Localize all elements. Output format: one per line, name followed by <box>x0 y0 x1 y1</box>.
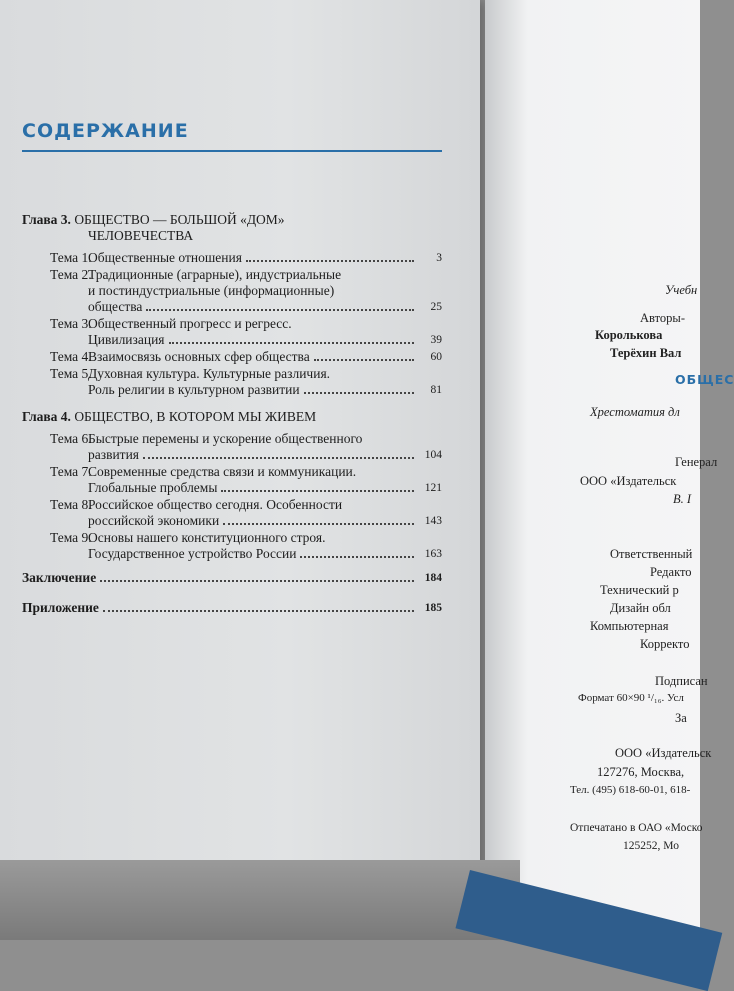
topic-title: российской экономики <box>88 513 220 528</box>
chapter-label: Глава 3. <box>22 212 71 227</box>
heading-rule <box>22 150 442 152</box>
conclusion-entry[interactable] <box>22 570 442 586</box>
imprint-line: Редакто <box>650 565 692 579</box>
topic-label: Тема 1. <box>50 250 92 265</box>
leader-dots <box>169 342 414 344</box>
conclusion-label: Заключение <box>22 570 97 585</box>
leader-dots <box>143 457 414 459</box>
topic-label: Тема 2. <box>50 267 92 282</box>
imprint-line: Хрестоматия дл <box>590 405 680 419</box>
page-number: 104 <box>424 449 442 461</box>
page-number: 163 <box>424 548 442 560</box>
imprint-line: Формат 60×90 ¹/₁₆. Усл <box>578 692 684 704</box>
imprint-line: За <box>675 711 687 725</box>
topic-title: Взаимосвязь основных сфер общества <box>88 349 310 364</box>
imprint-line: Терёхин Вал <box>610 346 682 360</box>
page-number: 121 <box>424 482 442 494</box>
topic-label: Тема 3. <box>50 316 92 331</box>
toc-entry[interactable] <box>22 316 442 348</box>
toc-entry[interactable] <box>22 250 442 266</box>
table-of-contents <box>22 212 442 630</box>
leader-dots <box>246 260 414 262</box>
topic-label: Тема 9. <box>50 530 92 545</box>
imprint-line: 127276, Москва, <box>597 765 685 779</box>
imprint-line: Учебн <box>665 283 698 297</box>
imprint-line: Компьютерная <box>590 619 669 633</box>
appendix-label: Приложение <box>22 600 99 615</box>
topic-title: Быстрые перемены и ускорение общественного <box>88 431 363 446</box>
toc-entry[interactable] <box>22 349 442 365</box>
chapter-label: Глава 4. <box>22 409 71 424</box>
topic-title: Роль религии в культурном развитии <box>88 382 300 397</box>
topic-title: Государственное устройство России <box>88 546 297 561</box>
imprint-line: В. I <box>673 492 692 506</box>
page-number: 185 <box>424 602 442 614</box>
imprint-line: Дизайн обл <box>610 601 671 615</box>
imprint-line: Подписан <box>655 674 708 688</box>
imprint-line: Тел. (495) 618-60-01, 618- <box>570 784 691 796</box>
leader-dots <box>103 610 414 612</box>
right-page <box>485 0 734 930</box>
imprint-line: Авторы- <box>640 311 685 325</box>
topic-label: Тема 4. <box>50 349 92 364</box>
page-number: 81 <box>430 384 442 396</box>
page-number: 143 <box>424 515 442 527</box>
toc-entry[interactable] <box>22 497 442 529</box>
toc-entry[interactable] <box>22 366 442 398</box>
topic-label: Тема 5. <box>50 366 92 381</box>
topic-title: Духовная культура. Культурные различия. <box>88 366 331 381</box>
topic-title: Основы нашего конституционного строя. <box>88 530 326 545</box>
toc-entry[interactable] <box>22 431 442 463</box>
topic-title: и постиндустриальные (информационные) <box>88 283 335 298</box>
toc-entry[interactable] <box>22 464 442 496</box>
appendix-entry[interactable] <box>22 600 442 616</box>
topic-title: Цивилизация <box>88 332 165 347</box>
leader-dots <box>223 523 414 525</box>
topic-label: Тема 6. <box>50 431 92 446</box>
topic-label: Тема 8. <box>50 497 92 512</box>
imprint-line: Корректо <box>640 637 690 651</box>
leader-dots <box>300 556 414 558</box>
imprint-line: ОБЩЕС <box>675 372 734 387</box>
imprint-line: Технический р <box>600 583 679 597</box>
imprint-line: ООО «Издательск <box>615 746 712 760</box>
topic-title: Общественные отношения <box>88 250 242 265</box>
show-through-text <box>40 160 440 211</box>
chapter-title: ОБЩЕСТВО — БОЛЬШОЙ «ДОМ» <box>74 212 285 227</box>
page-number: 60 <box>430 351 442 363</box>
topic-title: Глобальные проблемы <box>88 480 218 495</box>
toc-entry[interactable] <box>22 530 442 562</box>
leader-dots <box>304 392 414 394</box>
imprint-line: ООО «Издательск <box>580 474 677 488</box>
topic-title: общества <box>88 299 143 314</box>
chapter-title-continued: ЧЕЛОВЕЧЕСТВА <box>88 228 194 243</box>
imprint-line: Ответственный <box>610 547 693 561</box>
page-number: 184 <box>424 572 442 584</box>
page-number: 39 <box>430 334 442 346</box>
toc-entry[interactable] <box>22 267 442 315</box>
imprint-line: Генерал <box>675 455 718 469</box>
leader-dots <box>314 359 414 361</box>
topic-title: Российское общество сегодня. Особенности <box>88 497 343 512</box>
leader-dots <box>146 309 414 311</box>
background-surface <box>0 860 520 940</box>
imprint-line: 125252, Мо <box>623 840 679 852</box>
leader-dots <box>100 580 414 582</box>
page-number: 3 <box>436 252 442 264</box>
leader-dots <box>221 490 414 492</box>
imprint-line: Королькова <box>595 328 663 342</box>
chapter-heading <box>22 212 442 244</box>
chapter-heading <box>22 409 442 425</box>
chapter-title: ОБЩЕСТВО, В КОТОРОМ МЫ ЖИВЕМ <box>74 409 317 424</box>
topic-title: Традиционные (аграрные), индустриальные <box>88 267 342 282</box>
imprint-line: Отпечатано в ОАО «Моско <box>570 822 703 834</box>
topic-title: Общественный прогресс и регресс. <box>88 316 292 331</box>
page-number: 25 <box>430 301 442 313</box>
topic-title: Современные средства связи и коммуникации. <box>88 464 357 479</box>
topic-label: Тема 7. <box>50 464 92 479</box>
contents-heading: СОДЕРЖАНИЕ <box>22 120 189 142</box>
topic-title: развития <box>88 447 140 462</box>
